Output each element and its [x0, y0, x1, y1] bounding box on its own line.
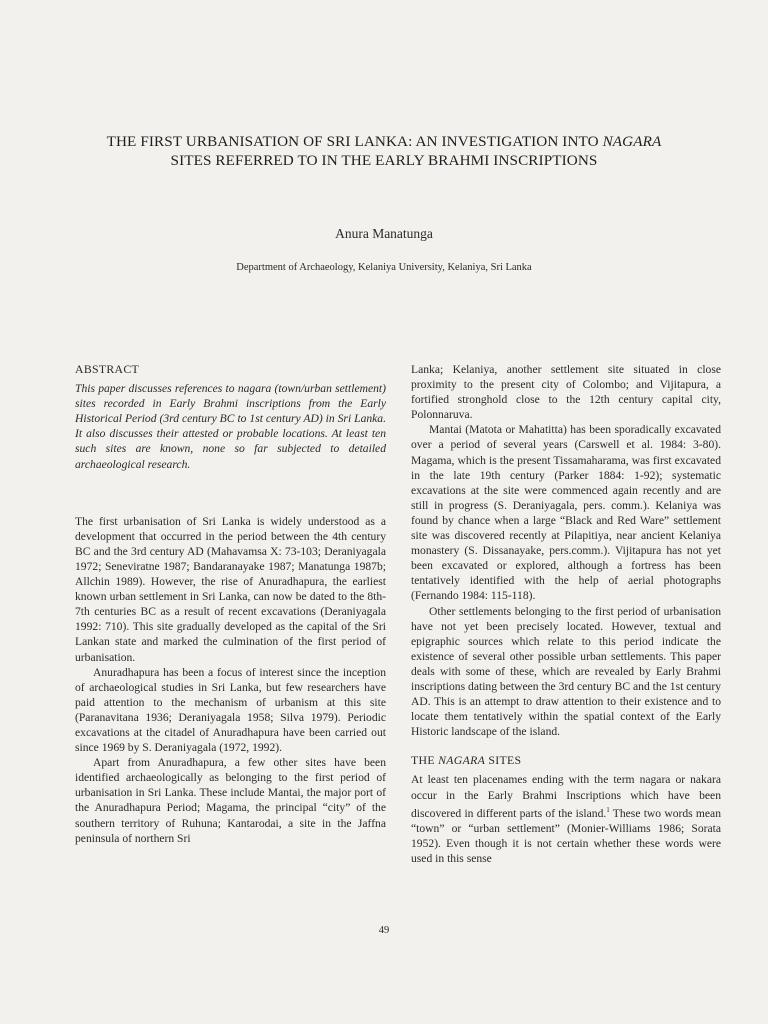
- abstract-text: This paper discusses references to nagara (town/urban settlement) sites recorded in Early Brahmi inscriptions from the Early Historical Period (3rd century BC to 1st century AD) in Sri Lanka. It also discusses their attested or probable locations. At least ten such sites are known, none so far subjected to detailed archaeological research.: [75, 382, 386, 471]
- page-number: 49: [378, 925, 390, 936]
- abstract-heading: ABSTRACT: [75, 362, 140, 376]
- paper-title: [60, 132, 708, 170]
- body-paragraph: Other settlements belonging to the first period of urbanisation have not yet been precisely located. However, textual and epigraphic sources which relate to this period indicate the existence of several other possible urban settlements. This paper deals with some of these, which are revealed by Early Brahmi inscriptions dating between the 3rd century BC and the 1st century AD. This is an attempt to draw attention to their existence and to locate them tentatively within the spatial context of the Early Historic landscape of the island.: [411, 604, 721, 739]
- author-affiliation: Department of Archaeology, Kelaniya University, Kelaniya, Sri Lanka: [236, 262, 532, 273]
- body-paragraph: Anuradhapura has been a focus of interest since the inception of archaeological studies in Sri Lanka, but few researchers have paid attention to the mechanism of urbanism at this site (Paranavitana 1936; Deraniyagala 1958; Silva 1979). Periodic excavations at the citadel of Anuradhapura have been carried out since 1969 by S. Deraniyagala (1972, 1992).: [75, 665, 386, 755]
- left-column: [75, 362, 386, 846]
- body-paragraph: The first urbanisation of Sri Lanka is widely understood as a development that occurred in the period between the 4th century BC and the 3rd century AD (Mahavamsa X: 73-103; Deraniyagala 1972; Seneviratne 1987; Bandaranayake 1987; Manatunga 1987b; Allchin 1989). However, the rise of Anuradhapura, the earliest known urban settlement in Sri Lanka, can now be dated to the 8th-7th centuries BC as a result of recent excavations (Deraniyagala 1992: 710). This site gradually developed as the capital of the Sri Lankan state and marked the culmination of the first period of urbanisation.: [75, 514, 386, 664]
- title-line-1: THE FIRST URBANISATION OF SRI LANKA: AN INVESTIGATION INTO NAGARA: [106, 133, 662, 150]
- title-line-2: SITES REFERRED TO IN THE EARLY BRAHMI INSCRIPTIONS: [170, 152, 598, 169]
- body-paragraph: Mantai (Matota or Mahatitta) has been sporadically excavated over a period of several years (Carswell et al. 1984: 3-80). Magama, which is the present Tissamaharama, was first excavated in the late 19th century (Parker 1884: 1-92); systematic excavations at the site were commenced again recently and are still in progress (S. Deraniyagala, pers. comm.). Kelaniya was found by chance when a large “Black and Red Ware” settlement site was discovered recently at Pilapitiya, near ancient Kelaniya monastery (S. Dissanayake, pers.comm.). Vijitapura has not yet been excavated or explored, although a fortress has been tentatively identified with the help of aerial photographs (Fernando 1984: 115-118).: [411, 423, 721, 603]
- right-column: [411, 362, 721, 866]
- section-heading: THE NAGARA SITES: [411, 753, 522, 768]
- body-paragraph: Apart from Anuradhapura, a few other sites have been identified archaeologically as belonging to the first period of urbanisation in Sri Lanka. These include Mantai, the major port of the Anuradhapura Period; Magama, the principal “city” of the southern territory of Ruhuna; Kantarodai, a site in the Jaffna peninsula of northern Sri: [75, 756, 386, 845]
- author-name: Anura Manatunga: [335, 226, 433, 241]
- footnote-marker: 1: [606, 805, 610, 814]
- body-paragraph: Lanka; Kelaniya, another settlement site situated in close proximity to the present city of Colombo; and Vijitapura, a fortified stronghold close to the 12th century capital city, Polonnaruva.: [411, 363, 721, 422]
- section-paragraph: At least ten placenames ending with the term nagara or nakara occur in the Early Brahmi Inscriptions which have been discovered in different parts of the island.$^1$ These two words mean “town” or “urban settlement” (Monier-Williams 1986; Sorata 1952). Even though it is not certain whether these words were used in this sense: [411, 773, 721, 865]
